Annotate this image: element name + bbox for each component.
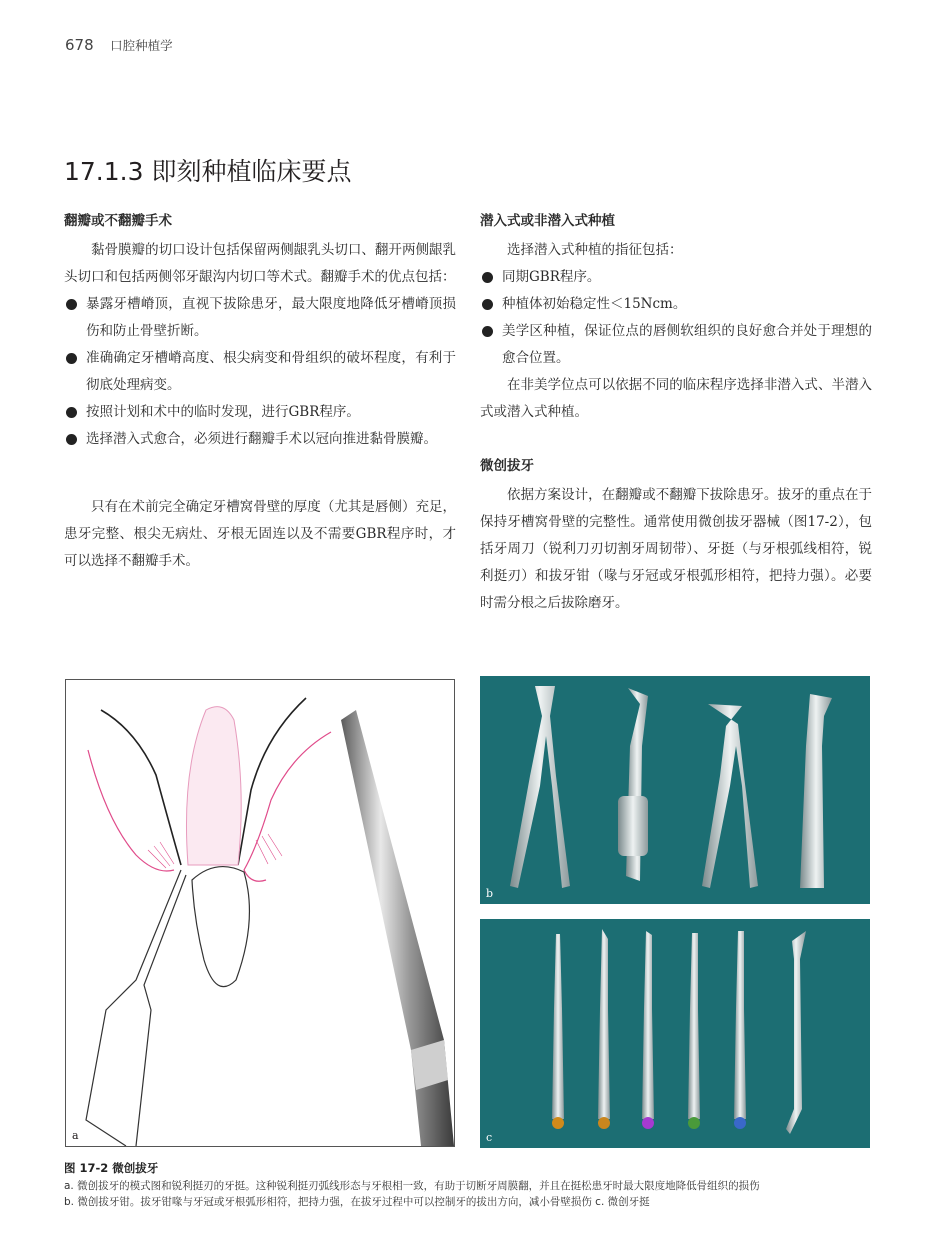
forceps-drawing bbox=[480, 676, 870, 904]
tooth-schematic-drawing bbox=[66, 680, 454, 1146]
book-title: 口腔种植学 bbox=[110, 38, 173, 53]
list-item: 按照计划和术中的临时发现，进行GBR程序。 bbox=[64, 399, 456, 426]
list-item: 同期GBR程序。 bbox=[480, 264, 872, 291]
figure-caption-title: 图 17-2 微创拔牙 bbox=[64, 1161, 159, 1175]
right-para-1: 在非美学位点可以依据不同的临床程序选择非潜入式、半潜入式或潜入式种植。 bbox=[480, 377, 872, 420]
figure-label-a: a bbox=[72, 1129, 79, 1142]
list-item: 种植体初始稳定性＜15Ncm。 bbox=[480, 291, 872, 318]
list-item: 暴露牙槽嵴顶，直视下拔除患牙，最大限度地降低牙槽嵴顶损伤和防止骨壁折断。 bbox=[64, 291, 456, 345]
left-heading: 翻瓣或不翻瓣手术 bbox=[64, 213, 172, 229]
figure-b-forceps-photo bbox=[480, 676, 870, 904]
right-column bbox=[480, 208, 872, 617]
figure-a-schematic bbox=[65, 679, 455, 1147]
right-heading-1: 潜入式或非潜入式种植 bbox=[480, 213, 615, 229]
list-item: 选择潜入式愈合，必须进行翻瓣手术以冠向推进黏骨膜瓣。 bbox=[64, 426, 456, 453]
left-intro: 黏骨膜瓣的切口设计包括保留两侧龈乳头切口、翻开两侧龈乳头切口和包括两侧邻牙龈沟内切口等术式。翻瓣手术的优点包括： bbox=[64, 242, 456, 285]
right-bullets bbox=[480, 264, 872, 372]
section-title: 17.1.3 即刻种植临床要点 bbox=[64, 157, 352, 186]
right-intro: 选择潜入式种植的指征包括： bbox=[507, 242, 683, 258]
figure-label-c: c bbox=[486, 1131, 493, 1144]
figure-caption-line-2: b. 微创拔牙钳。拔牙钳喙与牙冠或牙根弧形相符，把持力强，在拔牙过程中可以控制牙的拔出方向，减小骨壁损伤 c. 微创牙挺 bbox=[64, 1196, 650, 1208]
figure-caption-line-1: a. 微创拔牙的模式图和锐利挺刃的牙挺。这种锐利挺刃弧线形态与牙根相一致，有助于切断牙周膜翻，并且在挺松患牙时最大限度地降低骨组织的损伤 bbox=[64, 1180, 760, 1192]
page-number: 678 bbox=[65, 36, 94, 54]
list-item: 美学区种植，保证位点的唇侧软组织的良好愈合并处于理想的愈合位置。 bbox=[480, 318, 872, 372]
figure-label-b: b bbox=[486, 887, 494, 900]
running-header bbox=[65, 36, 173, 54]
figure-c-elevators-photo bbox=[480, 919, 870, 1148]
right-heading-2: 微创拔牙 bbox=[480, 458, 534, 474]
elevators-drawing bbox=[480, 919, 870, 1148]
left-bullets bbox=[64, 291, 456, 453]
list-item: 准确确定牙槽嵴高度、根尖病变和骨组织的破坏程度，有利于彻底处理病变。 bbox=[64, 345, 456, 399]
right-para-2: 依据方案设计，在翻瓣或不翻瓣下拔除患牙。拔牙的重点在于保持牙槽窝骨壁的完整性。通常使用微创拔牙器械（图17-2），包括牙周刀（锐利刀刃切割牙周韧带）、牙挺（与牙根弧线相符，锐利挺刃）和拔牙钳（喙与牙冠或牙根弧形相符，把持力强）。必要时需分根之后拔除磨牙。 bbox=[480, 487, 872, 611]
left-closing: 只有在术前完全确定牙槽窝骨壁的厚度（尤其是唇侧）充足，患牙完整、根尖无病灶、牙根无固连以及不需要GBR程序时，才可以选择不翻瓣手术。 bbox=[64, 499, 456, 569]
left-column bbox=[64, 208, 456, 575]
